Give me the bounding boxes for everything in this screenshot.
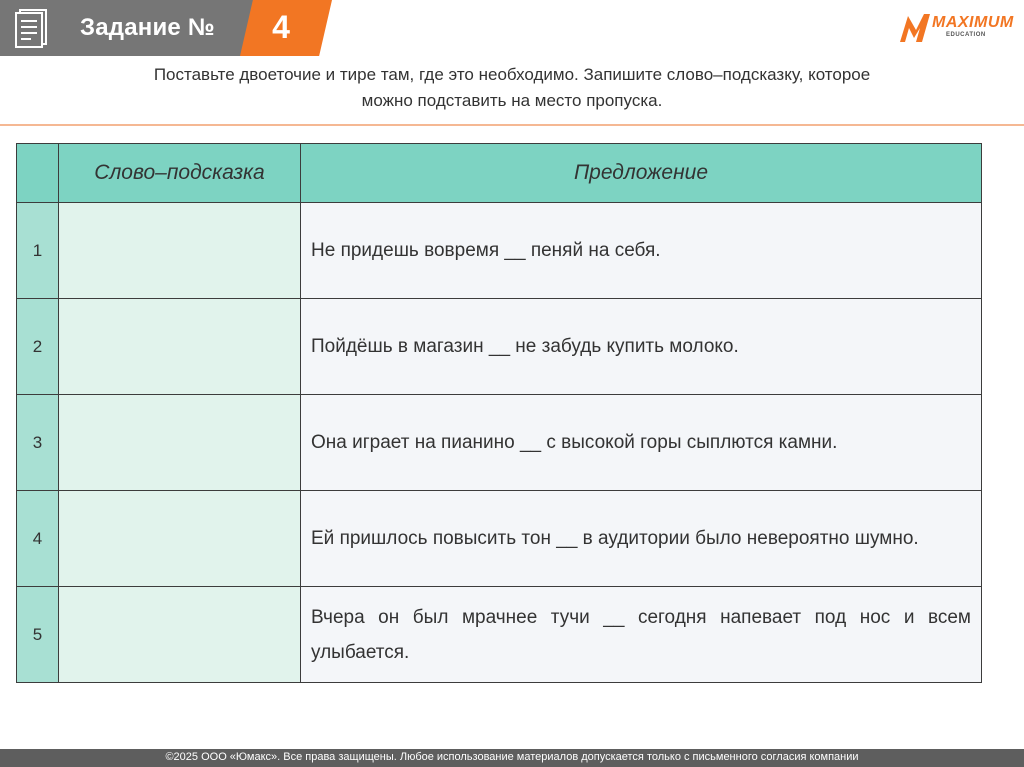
- instruction-line-1: Поставьте двоеточие и тире там, где это необходимо. Запишите слово–подсказку, которое: [153, 65, 871, 84]
- table-row: [17, 491, 982, 587]
- document-icon: [15, 8, 49, 48]
- header-bar: [0, 0, 1024, 60]
- sentence-cell: Не придешь вовремя __ пеняй на себя.: [301, 203, 982, 299]
- table-row: [17, 299, 982, 395]
- copyright-text: ©2025 ООО «Юмакс». Все права защищены. Любое использование материалов допускается только с письменного согласия компании: [165, 751, 859, 763]
- hint-answer-cell[interactable]: [59, 299, 301, 395]
- table-row: [17, 395, 982, 491]
- sentence-cell: Пойдёшь в магазин __ не забудь купить молоко.: [301, 299, 982, 395]
- table-row: [17, 203, 982, 299]
- hint-answer-cell[interactable]: [59, 395, 301, 491]
- row-number: 5: [17, 587, 59, 683]
- hint-answer-cell[interactable]: [59, 203, 301, 299]
- task-title: Задание №: [80, 14, 215, 41]
- row-number: 4: [17, 491, 59, 587]
- task-number: 4: [272, 9, 290, 45]
- row-number: 2: [17, 299, 59, 395]
- header-hint: Слово–подсказка: [59, 144, 301, 203]
- sentence-cell: Она играет на пианино __ с высокой горы сыплются камни.: [301, 395, 982, 491]
- row-number: 1: [17, 203, 59, 299]
- sentence-cell: Вчера он был мрачнее тучи __ сегодня напевает под нос и всем улыбается.: [301, 587, 982, 683]
- instruction-text: [40, 62, 984, 114]
- hint-answer-cell[interactable]: [59, 587, 301, 683]
- header-num: [17, 144, 59, 203]
- maximum-logo-icon: [896, 8, 936, 48]
- maximum-logo: [896, 8, 1018, 48]
- sentence-cell: Ей пришлось повысить тон __ в аудитории было невероятно шумно.: [301, 491, 982, 587]
- instruction-line-2: можно подставить на место пропуска.: [361, 91, 663, 110]
- table-header-row: [17, 144, 982, 203]
- header-sentence: Предложение: [301, 144, 982, 203]
- logo-word: MAXIMUM: [932, 14, 1014, 31]
- hint-answer-cell[interactable]: [59, 491, 301, 587]
- table-row: [17, 587, 982, 683]
- row-number: 3: [17, 395, 59, 491]
- logo-subtitle: EDUCATION: [946, 32, 986, 38]
- divider: [0, 124, 1024, 126]
- footer-bar: [0, 749, 1024, 767]
- task-table: [16, 143, 982, 683]
